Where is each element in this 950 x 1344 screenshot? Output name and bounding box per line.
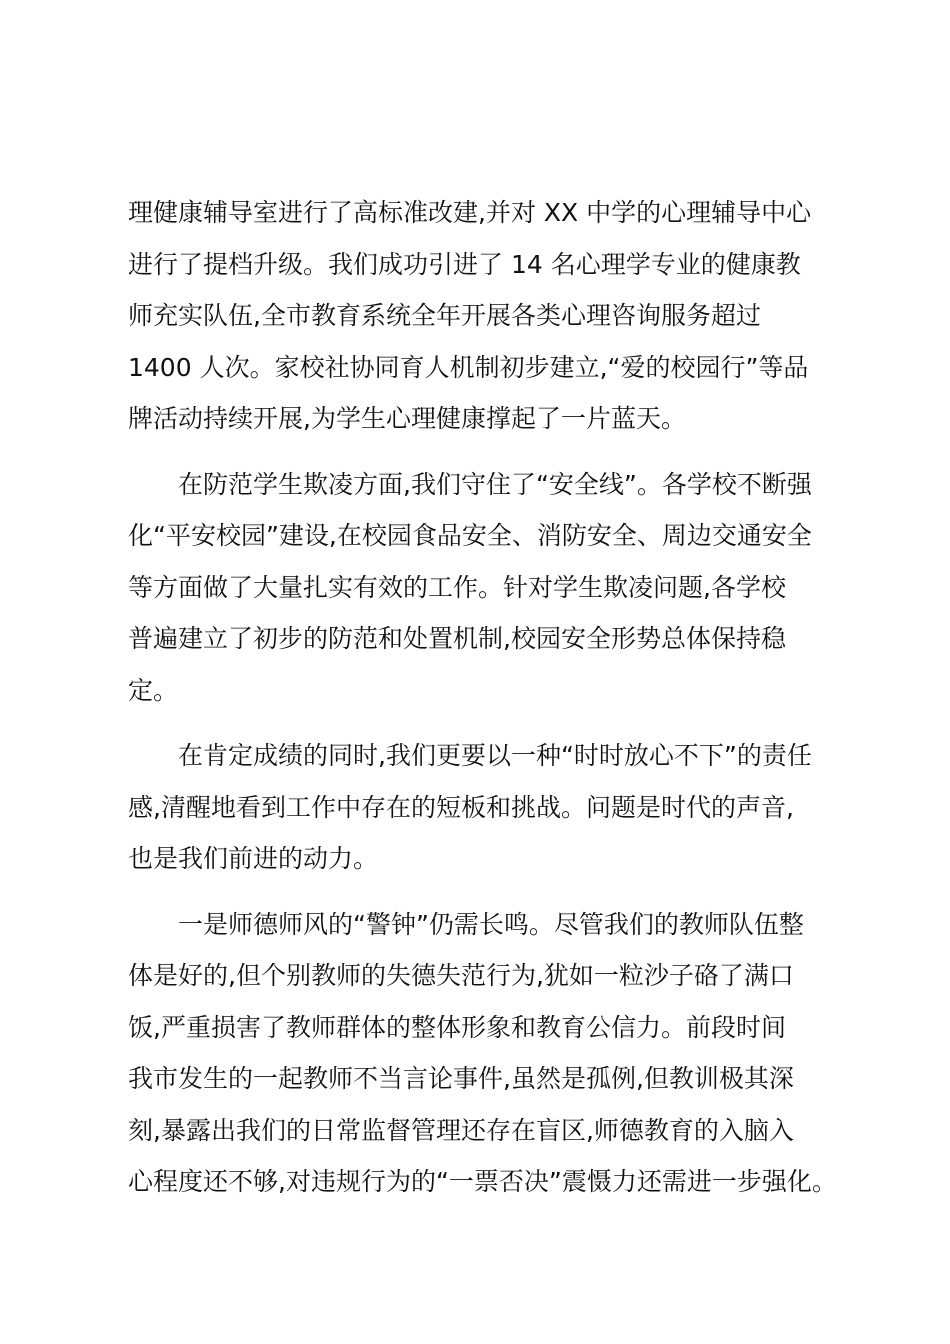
- text-line: 也是我们前进的动力。: [128, 844, 379, 873]
- document-body: [128, 187, 837, 1208]
- text-line: 在防范学生欺凌方面,我们守住了“安全线”。各学校不断强: [178, 469, 812, 499]
- paragraph-1: [128, 187, 828, 445]
- text-line: 师充实队伍,全市教育系统全年开展各类心理咨询服务超过: [128, 301, 761, 330]
- paragraph-4: [128, 899, 837, 1208]
- text-line: 普遍建立了初步的防范和处置机制,校园安全形势总体保持稳: [128, 624, 786, 653]
- text-line: 感,清醒地看到工作中存在的短板和挑战。问题是时代的声音,: [128, 792, 794, 822]
- text-line: 一是师德师风的“警钟”仍需长鸣。尽管我们的教师队伍整: [178, 909, 804, 939]
- text-line: 体是好的,但个别教师的失德失范行为,犹如一粒沙子硌了满口: [128, 961, 794, 990]
- text-line: 等方面做了大量扎实有效的工作。针对学生欺凌问题,各学校: [128, 572, 786, 602]
- paragraph-3: [128, 730, 828, 885]
- text-line: 牌活动持续开展,为学生心理健康撑起了一片蓝天。: [128, 404, 686, 433]
- text-line: 心程度还不够,对违规行为的“一票否决”震慑力还需进一步强化。: [128, 1167, 837, 1196]
- text-line: 饭,严重损害了教师群体的整体形象和教育公信力。前段时间: [128, 1012, 786, 1042]
- text-line: 定。: [128, 675, 179, 705]
- text-line: 化“平安校园”建设,在校园食品安全、消防安全、周边交通安全: [128, 521, 812, 550]
- text-line: 1400 人次。家校社协同育人机制初步建立,“爱的校园行”等品: [128, 352, 809, 382]
- paragraph-2: [128, 459, 828, 717]
- text-line: 刻,暴露出我们的日常监督管理还存在盲区,师德教育的入脑入: [128, 1115, 794, 1145]
- text-line: 进行了提档升级。我们成功引进了 14 名心理学专业的健康教: [128, 249, 801, 279]
- text-line: 我市发生的一起教师不当言论事件,虽然是孤例,但教训极其深: [128, 1064, 794, 1093]
- text-line: 在肯定成绩的同时,我们更要以一种“时时放心不下”的责任: [178, 741, 812, 770]
- text-line: 理健康辅导室进行了高标准改建,并对 XX 中学的心理辅导中心: [128, 198, 812, 227]
